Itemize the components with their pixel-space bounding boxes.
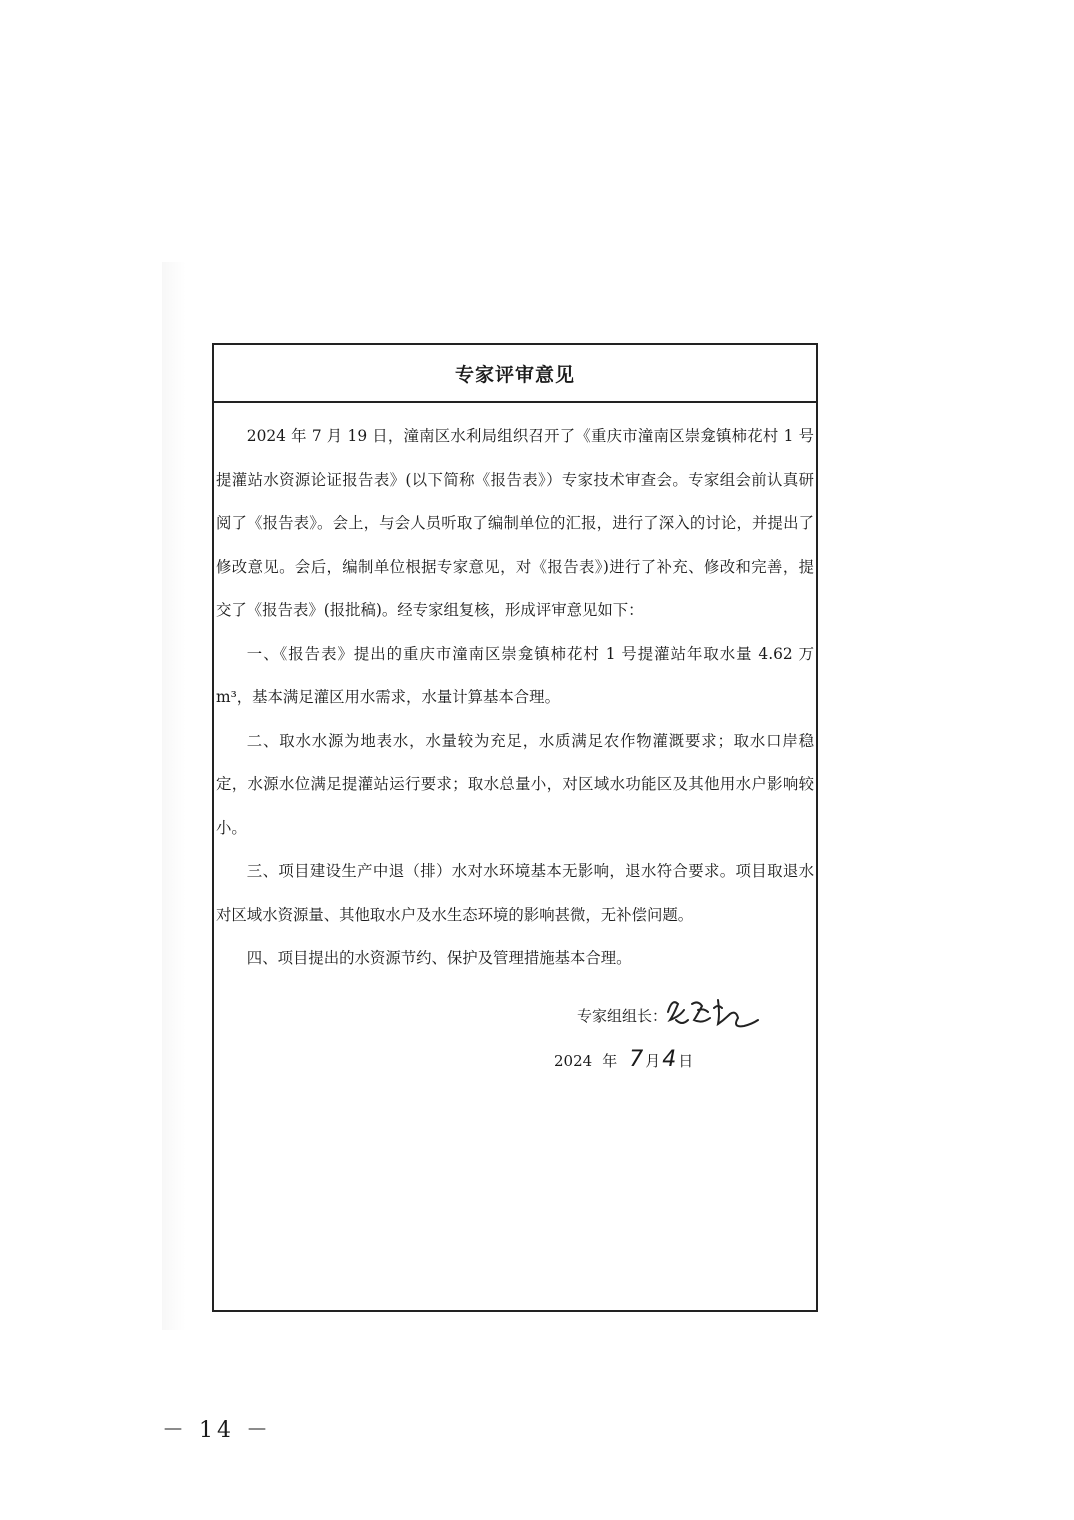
signature-date: [554, 1047, 693, 1072]
date-day: 4: [662, 1047, 677, 1072]
date-year: 2024: [554, 1052, 593, 1070]
date-month: 7: [629, 1047, 644, 1072]
date-month-suffix: 月: [645, 1052, 661, 1070]
date-year-suffix: 年: [602, 1052, 618, 1070]
paragraph-item-3: 三、项目建设生产中退（排）水对水环境基本无影响，退水符合要求。项目取退水对区域水资源量、其他取水户及水生态环境的影响甚微，无补偿问题。: [216, 862, 814, 924]
handwritten-signature: [662, 990, 762, 1040]
paragraph-item-1: 一、《报告表》提出的重庆市潼南区崇龛镇柿花村 1 号提灌站年取水量 4.62 万 m³，基本满足灌区用水需求，水量计算基本合理。: [216, 644, 814, 706]
paragraph-item-2: 二、取水水源为地表水，水量较为充足，水质满足农作物灌溉要求；取水口岸稳定，水源水位满足提灌站运行要求；取水总量小，对区域水功能区及其他用水户影响较小。: [216, 731, 814, 837]
expert-review-form: [212, 343, 818, 1312]
scan-shadow-edge: [162, 262, 186, 1330]
page-number: － 14 －: [162, 1418, 272, 1443]
date-day-suffix: 日: [678, 1052, 694, 1070]
form-title-row: [214, 345, 816, 403]
paragraph-intro: 2024 年 7 月 19 日，潼南区水利局组织召开了《重庆市潼南区崇龛镇柿花村 1 号提灌站水资源论证报告表》(以下简称《报告表》）专家技术审查会。专家组会前认真研阅了《报告表》。会上，与会人员听取了编制单位的汇报，进行了深入的讨论，并提出了修改意见。会后，编制单位根据专家意见，对《报告表》)进行了补充、修改和完善，提交了《报告表》(报批稿)。经专家组复核，形成评审意见如下：: [216, 427, 814, 619]
paragraph-item-4: 四、项目提出的水资源节约、保护及管理措施基本合理。: [246, 949, 632, 967]
form-body: [214, 403, 816, 981]
form-title: 专家评审意见: [454, 363, 575, 386]
signature-label: 专家组组长：: [577, 1007, 668, 1025]
